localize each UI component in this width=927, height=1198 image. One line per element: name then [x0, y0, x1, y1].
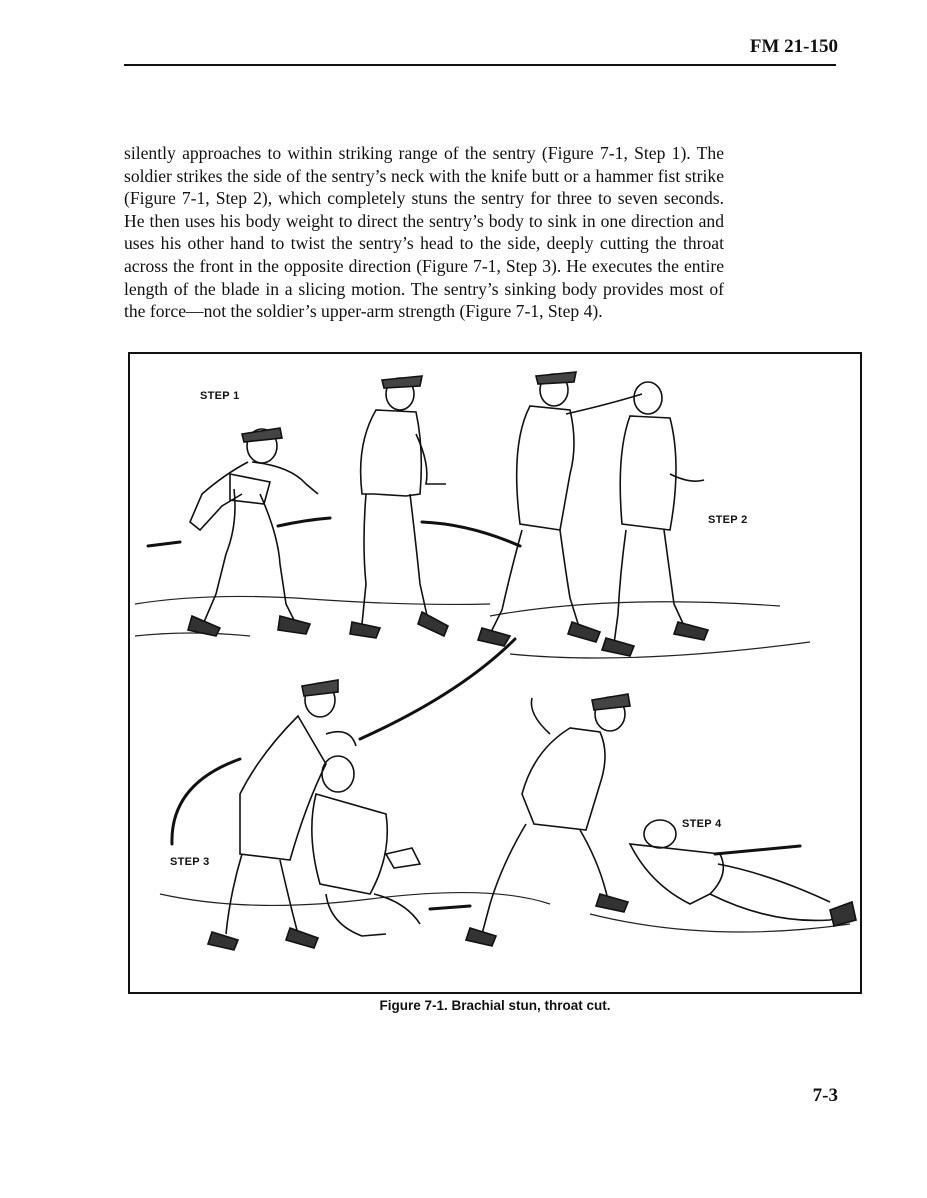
sentry-step4-fallen — [630, 820, 856, 926]
header-rule — [124, 64, 836, 66]
figure-caption: Figure 7-1. Brachial stun, throat cut. — [379, 998, 611, 1013]
soldier-step4-finish — [466, 694, 630, 946]
sentry-step3 — [312, 756, 420, 936]
page-number: 7-3 — [812, 1085, 838, 1106]
soldier-step3-cut — [208, 680, 356, 950]
figure-frame — [128, 352, 862, 994]
step-3-label: STEP 3 — [170, 856, 210, 868]
soldier-step2-strike — [478, 372, 642, 646]
step-1-label: STEP 1 — [200, 390, 240, 402]
step-2-label: STEP 2 — [708, 514, 748, 526]
document-id: FM 21-150 — [749, 36, 838, 57]
sentry-step2 — [602, 382, 708, 656]
figure-illustration — [130, 354, 860, 992]
step-4-label: STEP 4 — [682, 818, 722, 830]
sentry-standing — [350, 376, 448, 638]
body-paragraph: silently approaches to within striking range of the sentry (Figure 7-1, Step 1). The soldier strikes the side of the sentry’s neck with the knife butt or a hammer fist strike (Figure 7-1, Step 2), which completely stuns the sentry for three to seven seconds. He then uses his body weight to direct the sentry’s body to sink in one direction and uses his other hand to twist the sentry’s head to the side, deeply cutting the throat across the front in the opposite direction (Figure 7-1, Step 3). He executes the entire length of the blade in a slicing motion. The sentry’s sinking body provides most of the force—not the soldier’s upper-arm strength (Figure 7-1, Step 4). — [124, 143, 724, 322]
soldier-step1-approach — [188, 428, 318, 636]
